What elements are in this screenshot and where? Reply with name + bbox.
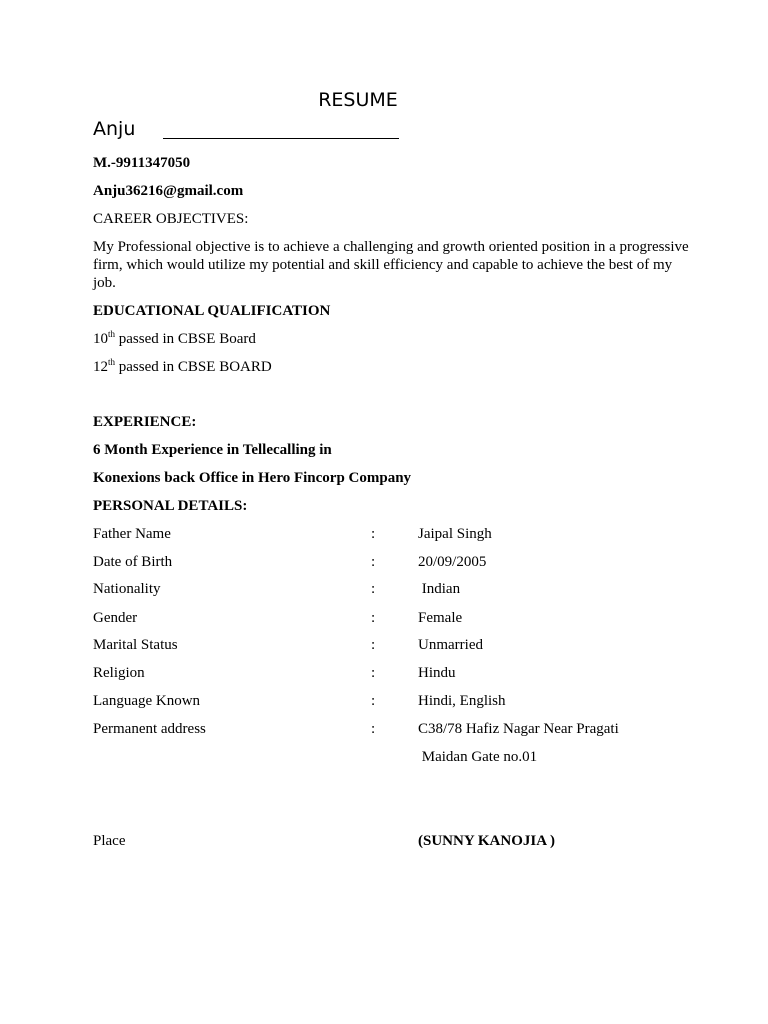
personal-value-father-name: Jaipal Singh bbox=[418, 526, 492, 542]
personal-colon: : bbox=[371, 721, 376, 737]
personal-value-marital-status: Unmarried bbox=[418, 637, 483, 653]
personal-colon: : bbox=[371, 581, 376, 597]
email-address: Anju36216@gmail.com bbox=[93, 183, 244, 199]
resume-title: RESUME bbox=[318, 89, 398, 111]
experience-line-2: Konexions back Office in Hero Fincorp Company bbox=[93, 470, 412, 486]
personal-label-marital-status: Marital Status bbox=[93, 637, 178, 653]
signature-name: (SUNNY KANOJIA ) bbox=[418, 833, 555, 849]
personal-colon: : bbox=[371, 610, 376, 626]
education-text: passed in CBSE Board bbox=[115, 331, 256, 347]
personal-colon: : bbox=[371, 554, 376, 570]
personal-value-dob: 20/09/2005 bbox=[418, 554, 487, 570]
personal-colon: : bbox=[371, 665, 376, 681]
personal-details-heading: PERSONAL DETAILS: bbox=[93, 498, 248, 514]
mobile-number: M.-9911347050 bbox=[93, 155, 191, 171]
education-item-12th bbox=[93, 359, 272, 376]
place-label: Place bbox=[93, 833, 126, 849]
education-grade: 10 bbox=[93, 331, 108, 347]
education-grade-suffix: th bbox=[108, 329, 116, 339]
personal-value-address: C38/78 Hafiz Nagar Near Pragati bbox=[418, 721, 619, 737]
personal-colon: : bbox=[371, 693, 376, 709]
personal-value-language: Hindi, English bbox=[418, 693, 506, 709]
personal-label-dob: Date of Birth bbox=[93, 554, 173, 570]
personal-label-language: Language Known bbox=[93, 693, 201, 709]
personal-label-father-name: Father Name bbox=[93, 526, 171, 542]
career-objective-text: My Professional objective is to achieve a challenging and growth oriented position in a progressive firm, which would utilize my potential and skill efficiency and capable to achieve the best of my job. bbox=[93, 239, 689, 291]
personal-label-religion: Religion bbox=[93, 665, 145, 681]
personal-label-gender: Gender bbox=[93, 610, 138, 626]
personal-value-nationality: Indian bbox=[418, 581, 461, 597]
personal-value-gender: Female bbox=[418, 610, 463, 626]
personal-label-address: Permanent address bbox=[93, 721, 206, 737]
personal-colon: : bbox=[371, 526, 376, 542]
education-heading: EDUCATIONAL QUALIFICATION bbox=[93, 303, 331, 319]
education-item-10th bbox=[93, 331, 256, 348]
education-grade: 12 bbox=[93, 359, 108, 375]
education-text: passed in CBSE BOARD bbox=[115, 359, 272, 375]
personal-label-nationality: Nationality bbox=[93, 581, 161, 597]
experience-line-1: 6 Month Experience in Tellecalling in bbox=[93, 442, 332, 458]
personal-value-religion: Hindu bbox=[418, 665, 456, 681]
personal-colon: : bbox=[371, 637, 376, 653]
personal-value-address-line-2: Maidan Gate no.01 bbox=[418, 749, 538, 765]
education-grade-suffix: th bbox=[108, 357, 116, 367]
name-underline bbox=[163, 138, 399, 139]
experience-heading: EXPERIENCE: bbox=[93, 414, 197, 430]
career-objectives-heading: CAREER OBJECTIVES: bbox=[93, 211, 249, 227]
candidate-name: Anju bbox=[93, 118, 136, 140]
